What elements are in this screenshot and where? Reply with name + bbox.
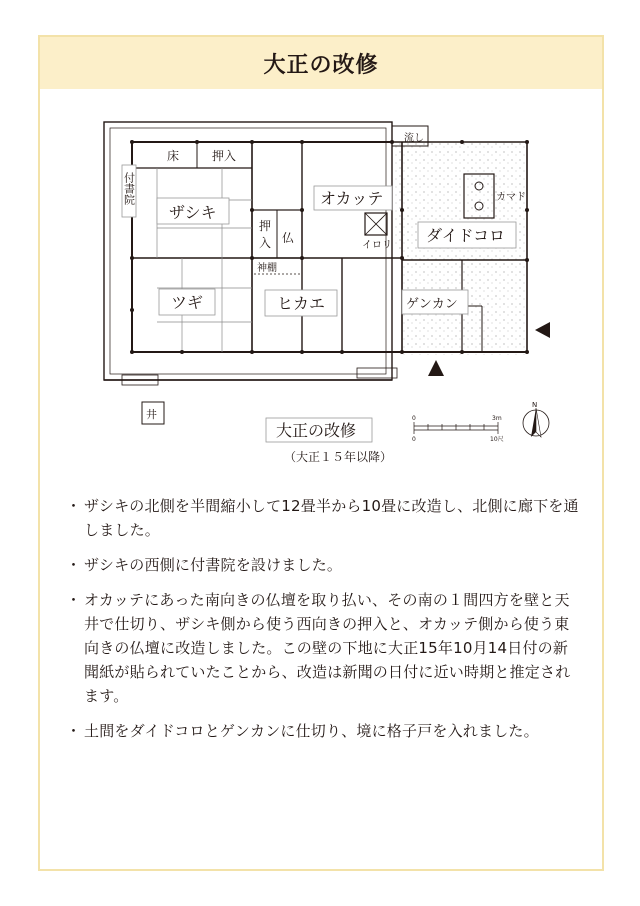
entrance-arrow-south [428, 360, 444, 376]
floor-plan [62, 110, 562, 480]
label-genkan: ゲンカン [406, 297, 458, 312]
plan-caption: 大正の改修 [276, 421, 357, 440]
label-toko: 床 [167, 149, 180, 163]
label-nagashi: 流し [404, 133, 424, 144]
header-band [40, 37, 602, 89]
bullet-item: ・ オカッテにあった南向きの仏壇を取り払い、その南の１間四方を壁と天井で仕切り、ザシキ側から使う西向きの押入と、オカッテ側から使う東向きの仏壇に改造しました。この壁の下地に大正15年10月14日付の新聞紙が貼られていたことから、改造は新聞の日付に近い時期と推定されます。 [70, 588, 582, 708]
plan-subcaption: （大正１５年以降） [284, 450, 393, 464]
north-label: N [532, 401, 538, 409]
label-tsugi: ツギ [171, 293, 204, 312]
scale-bar [414, 422, 498, 434]
label-kamado: カマド [496, 192, 526, 203]
label-well: 井 [146, 408, 157, 421]
label-oshi: 押 [259, 219, 272, 233]
bullet-item: ・ 土間をダイドコロとゲンカンに仕切り、境に格子戸を入れました。 [70, 719, 582, 743]
label-zashiki: ザシキ [169, 203, 217, 222]
label-okatte: オカッテ [320, 189, 384, 208]
scale-zero: 0 [412, 415, 416, 422]
label-irori: イロリ [362, 240, 392, 251]
label-oshiire: 押入 [212, 149, 237, 163]
page-title: 大正の改修 [263, 52, 379, 78]
scale-three: 3m [492, 415, 502, 422]
label-hikae: ヒカエ [277, 294, 326, 313]
label-kamidana: 神棚 [257, 263, 277, 274]
scale-zero-b: 0 [412, 436, 416, 443]
north-arrow-icon [523, 401, 549, 437]
label-tsukeshoin: 付書院 [122, 172, 136, 205]
entrance-arrow-east [535, 322, 550, 338]
tatami-lines [157, 168, 252, 352]
bullet-item: ・ ザシキの北側を半間縮小して12畳半から10畳に改造し、北側に廊下を通しました。 [70, 494, 582, 542]
bullet-list [70, 494, 582, 754]
label-butsu: 仏 [282, 231, 295, 245]
scale-ten: 10尺 [490, 436, 504, 443]
label-iri: 入 [259, 236, 272, 250]
label-daidokoro: ダイドコロ [426, 226, 506, 245]
bullet-item: ・ ザシキの西側に付書院を設けました。 [70, 553, 582, 577]
